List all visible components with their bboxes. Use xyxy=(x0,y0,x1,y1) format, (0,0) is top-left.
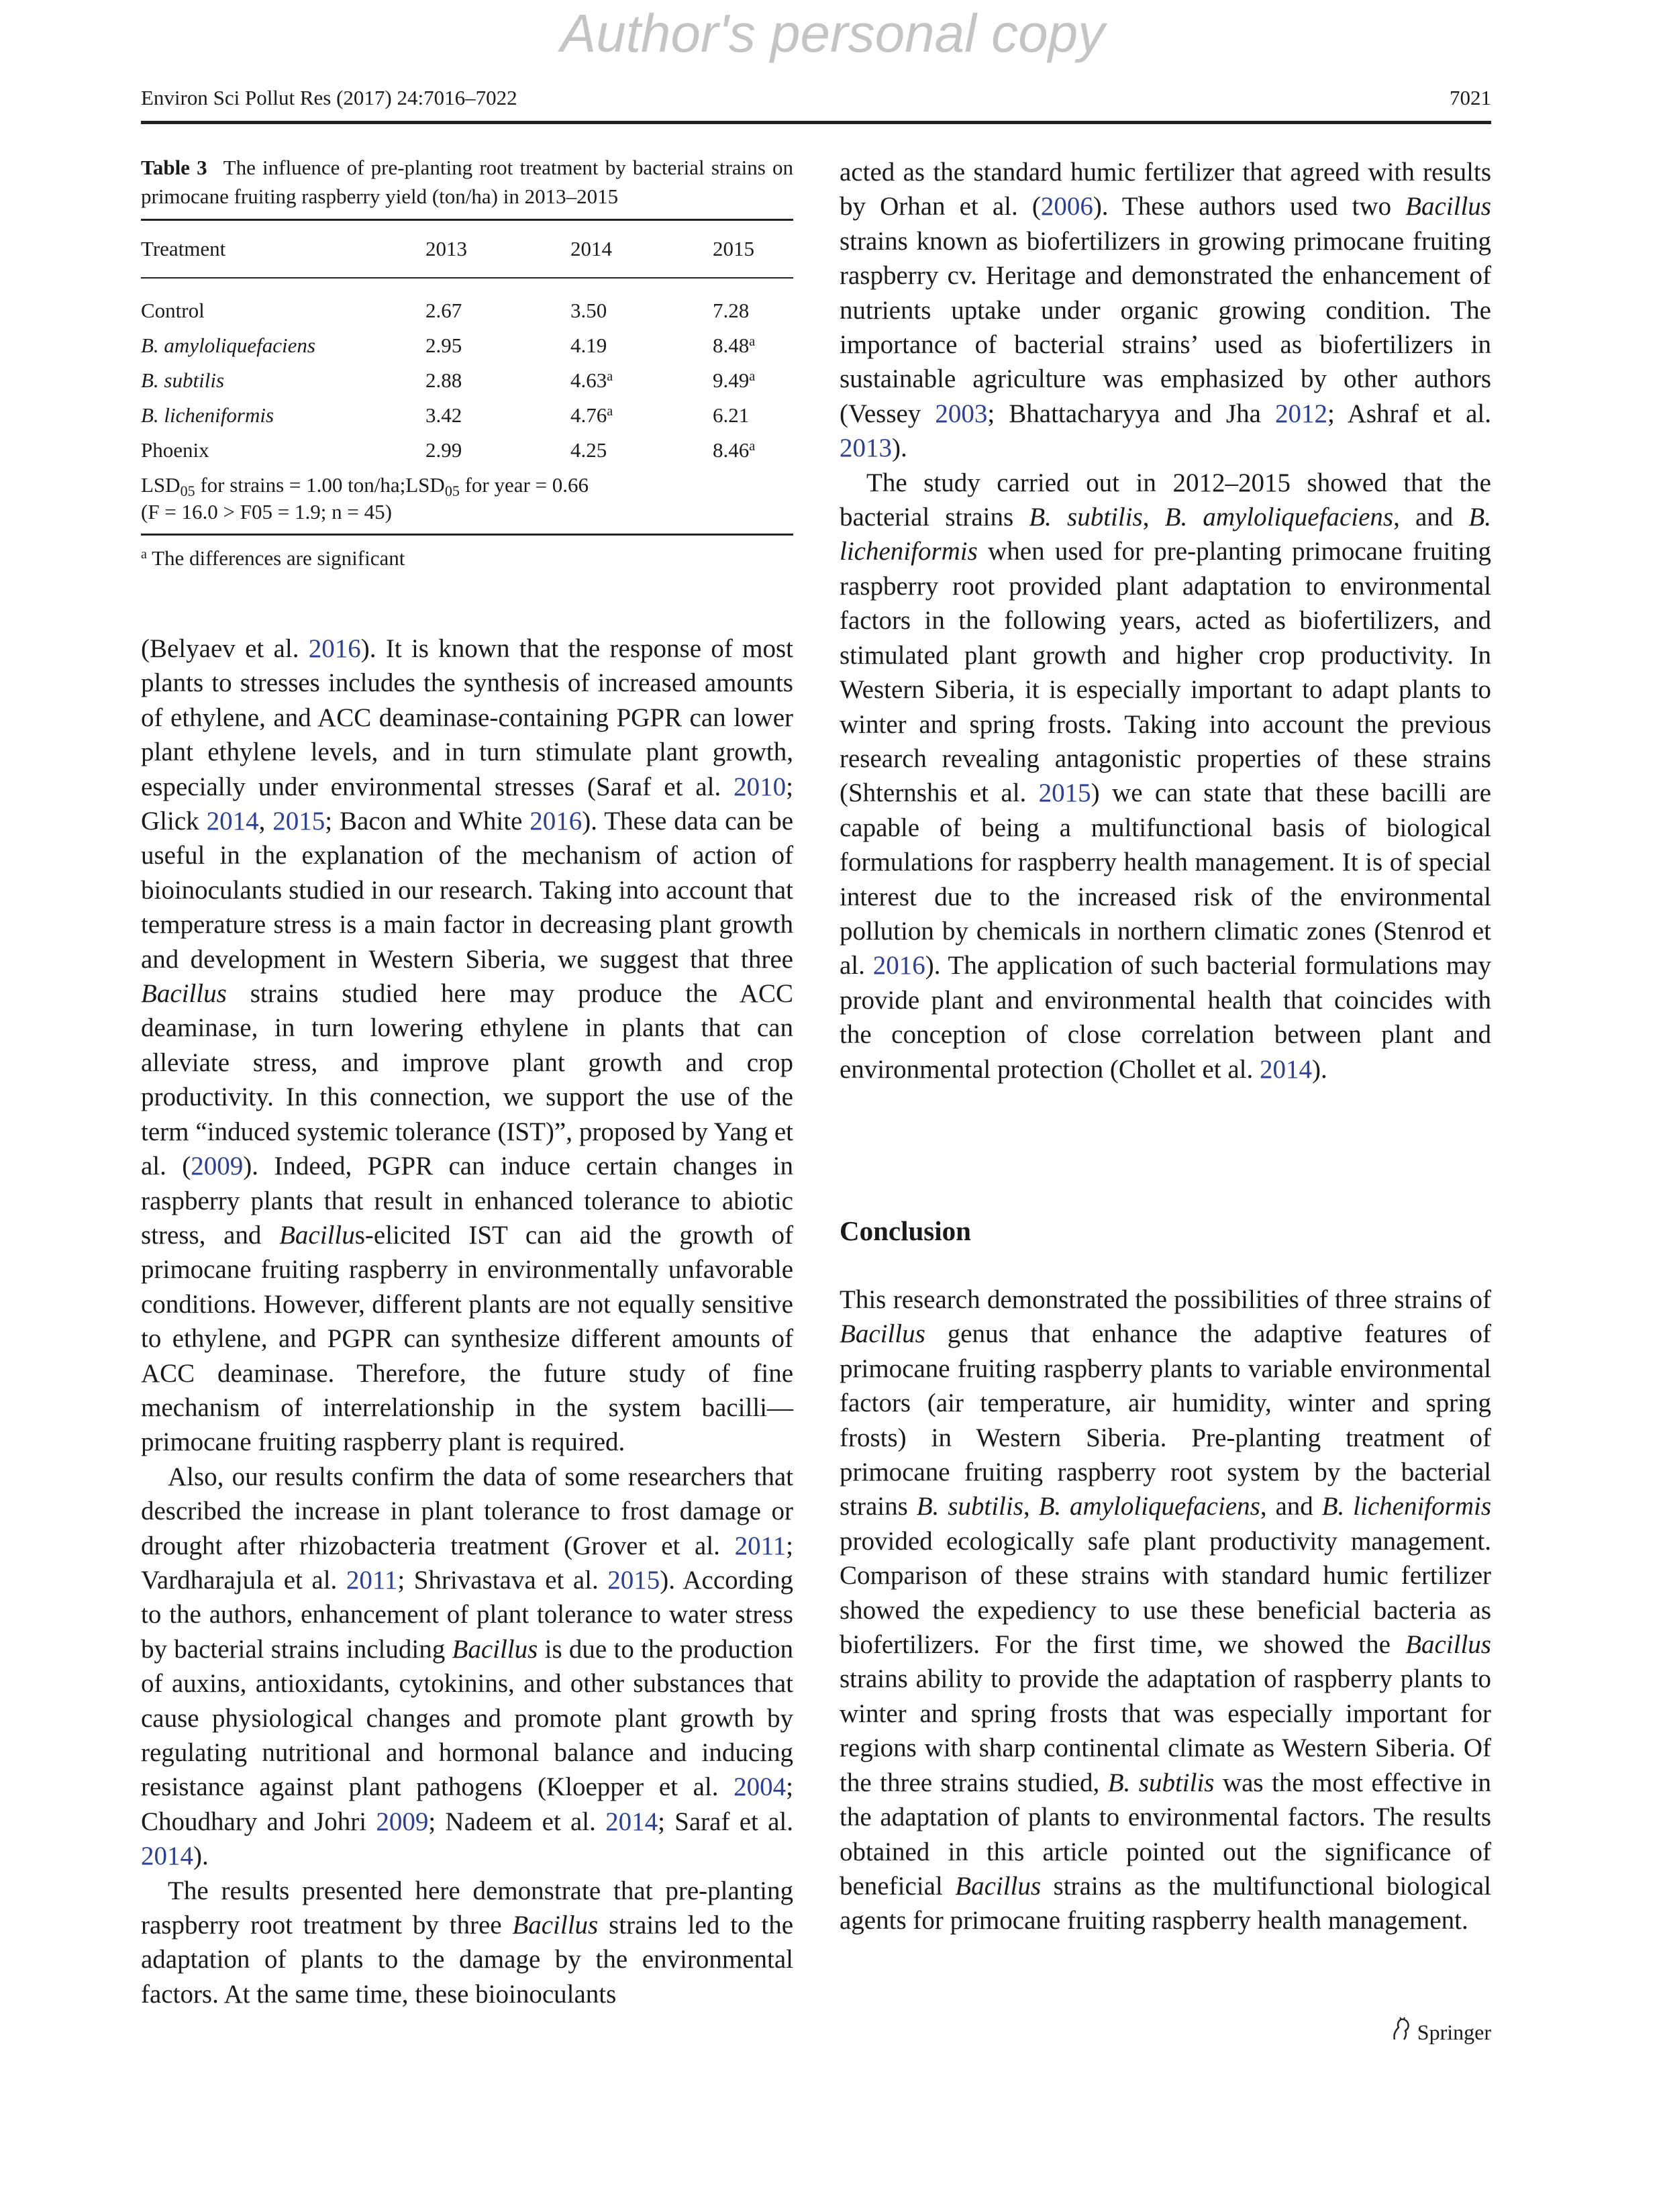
cell-2013: 2.99 xyxy=(425,438,462,462)
table-label: Table 3 xyxy=(141,156,207,179)
significance-mark: a xyxy=(749,369,756,384)
springer-horse-icon xyxy=(1389,2017,1412,2048)
citation-link[interactable]: 2011 xyxy=(346,1565,398,1595)
page-number: 7021 xyxy=(1450,86,1491,109)
citation-link[interactable]: 2016 xyxy=(872,951,925,981)
table-row xyxy=(141,398,793,433)
table-footnote: $^a$ The differences are significant xyxy=(141,546,405,570)
cell-2014: 4.63$^a$ xyxy=(570,368,613,392)
citation-link[interactable]: 2003 xyxy=(935,399,988,428)
table-caption xyxy=(141,153,793,211)
citation-link[interactable]: 2014 xyxy=(206,807,259,836)
yield-table-body xyxy=(141,279,793,468)
paragraph: Also, our results confirm the data of some researchers that described the increase in plant tolerance to frost damage or drought after rhizobacteria treatment (Grover et al. 2011; Vardharajula et al. 2011; Shrivastava et al. 2015). According to the authors, enhancement of plant tolerance to water stress by bacterial strains including Bacillus is due to the production of auxins, antioxidants, cytokinins, and other substances that cause physiological changes and promote plant growth by regulating nutritional and hormonal balance and inducing resistance against plant pathogens (Kloepper et al. 2004; Choudhary and Johri 2009; Nadeem et al. 2014; Saraf et al. 2014). xyxy=(141,1462,793,1871)
citation-link[interactable]: 2015 xyxy=(1038,778,1091,808)
citation-link[interactable]: 2014 xyxy=(1259,1054,1312,1084)
citation-link[interactable]: 2010 xyxy=(734,772,787,801)
running-head: Environ Sci Pollut Res (2017) 24:7016–7022 xyxy=(141,86,517,109)
publisher-name: Springer xyxy=(1417,2019,1491,2044)
cell-2015: 9.49$^a$ xyxy=(713,368,756,392)
paragraph: (Belyaev et al. 2016). It is known that the response of most plants to stresses includes the synthesis of increased amounts of ethylene, and ACC deaminase-containing PGPR can lower plant ethylene levels, and in turn stimulate plant growth, especially under environmental stresses (Saraf et al. 2010; Glick 2014, 2015; Bacon and White 2016). These data can be useful in the explanation of the mechanism of action of bioinoculants studied in our research. Taking into account that temperature stress is a main factor in decreasing plant growth and development in Western Siberia, we suggest that three Bacillus strains studied here may produce the ACC deaminase, in turn lowering ethylene in plants that can alleviate stress, and improve plant growth and crop productivity. In this connection, we support the use of the term “induced systemic tolerance (IST)”, proposed by Yang et al. (2009). Indeed, PGPR can induce certain changes in raspberry plants that result in enhanced tolerance to abiotic stress, and Bacillus-elicited IST can aid the growth of primocane fruiting raspberry in environmentally unfavorable conditions. However, different plants are not equally sensitive to ethylene, and PGPR can synthesize different amounts of ACC deaminase. Therefore, the future study of fine mechanism of interrelationship in the system bacilli—primocane fruiting raspberry plant is required. xyxy=(141,634,794,1457)
citation-link[interactable]: 2009 xyxy=(191,1152,244,1181)
citation-link[interactable]: 2015 xyxy=(272,807,325,836)
yield-table xyxy=(141,221,793,277)
table-stats: (F = 16.0 > F05 = 1.9; n = 45) xyxy=(141,500,392,523)
cell-treatment: Phoenix xyxy=(141,438,209,462)
paragraph: This research demonstrated the possibilities of three strains of Bacillus genus that enhance the adaptive features of primocane fruiting raspberry plants to variable environmental factors (air temperature, air humidity, winter and spring frosts) in Western Siberia. Pre-planting treatment of primocane fruiting raspberry root system by the bacterial strains B. subtilis, B. amyloliquefaciens, and B. licheniformis provided ecologically safe plant productivity management. Comparison of these strains with standard humic fertilizer showed the expediency to use these beneficial bacteria as biofertilizers. For the first time, we showed the Bacillus strains ability to provide the adaptation of raspberry plants to winter and spring frosts that was especially important for regions with sharp continental climate as Western Siberia. Of the three strains studied, B. subtilis was the most effective in the adaptation of plants to environmental factors. The results obtained in this article pointed out the significance of beneficial Bacillus strains as the multifunctional biological agents for primocane fruiting raspberry health management. xyxy=(840,1285,1492,1936)
col-header-2014: 2014 xyxy=(570,237,612,260)
cell-2014: 3.50 xyxy=(570,299,607,322)
paragraph: acted as the standard humic fertilizer that agreed with results by Orhan et al. (2006). These authors used two Bacillus strains known as biofertilizers in growing primocane fruiting raspberry cv. Heritage and demonstrated the enhancement of nutrients uptake under organic growing condition. The importance of bacterial strains’ used as biofertilizers in sustainable agriculture was emphasized by other authors (Vessey 2003; Bhattacharyya and Jha 2012; Ashraf et al. 2013). xyxy=(840,158,1491,463)
cell-treatment: B. licheniformis xyxy=(141,403,274,427)
watermark: Author's personal copy xyxy=(560,3,1105,63)
cell-2015: 8.48$^a$ xyxy=(713,334,756,357)
citation-link[interactable]: 2015 xyxy=(607,1565,660,1595)
table-lsd-note: $LSD_{05}$ for strains = 1.00 ton/$ha;LSD_{05}$ for year = 0.66 (F = 16.0 > F05 = 1.9; n = 45) xyxy=(141,468,793,534)
citation-link[interactable]: 2012 xyxy=(1274,399,1327,428)
table-row xyxy=(141,363,793,398)
right-column-text xyxy=(840,155,1491,1087)
significance-mark: a xyxy=(749,334,756,349)
table-row xyxy=(141,433,793,468)
cell-2015: 7.28 xyxy=(713,299,750,322)
section-heading-conclusion: Conclusion xyxy=(840,1215,971,1246)
cell-2015: 8.46$^a$ xyxy=(713,438,756,462)
table-3 xyxy=(141,153,793,570)
citation-link[interactable]: 2011 xyxy=(734,1531,787,1560)
col-header-treatment: Treatment xyxy=(141,237,226,260)
paragraph: The study carried out in 2012–2015 showed that the bacterial strains B. subtilis, B. amyloliquefaciens, and B. licheniformis when used for pre-planting primocane fruiting raspberry root provided plant adaptation to environmental factors in the following years, acted as biofertilizers, and stimulated plant growth and higher crop productivity. In Western Siberia, it is especially important to adapt plants to winter and spring frosts. Taking into account the previous research revealing antagonistic properties of these strains (Shternshis et al. 2015) we can state that these bacilli are capable of being a multifunctional basis of biological formulations for raspberry health management. It is of special interest due to the increased risk of the environmental pollution by chemicals in northern climatic zones (Stenrod et al. 2016). The application of such bacterial formulations may provide plant and environmental health that coincides with the conception of close correlation between plant and environmental protection (Chollet et al. 2014). xyxy=(840,468,1492,1084)
cell-2013: 3.42 xyxy=(425,403,462,427)
citation-link[interactable]: 2013 xyxy=(840,434,892,463)
citation-link[interactable]: 2016 xyxy=(308,634,361,663)
citation-link[interactable]: 2009 xyxy=(376,1807,429,1836)
col-header-2015: 2015 xyxy=(713,237,754,260)
citation-link[interactable]: 2014 xyxy=(605,1807,658,1836)
cell-2014: 4.76$^a$ xyxy=(570,403,613,427)
table-bottom-rule xyxy=(141,534,793,536)
cell-treatment: B. amyloliquefaciens xyxy=(141,334,315,357)
publisher-logo xyxy=(1389,2017,1491,2048)
cell-2013: 2.95 xyxy=(425,334,462,357)
significance-mark: a xyxy=(607,369,613,384)
table-row xyxy=(141,293,793,328)
significance-mark: a xyxy=(607,404,613,419)
cell-2013: 2.88 xyxy=(425,368,462,392)
col-header-2013: 2013 xyxy=(425,237,467,260)
cell-treatment: Control xyxy=(141,299,205,322)
citation-link[interactable]: 2014 xyxy=(141,1842,193,1871)
significance-mark: a xyxy=(749,439,756,454)
citation-link[interactable]: 2004 xyxy=(734,1772,787,1802)
cell-2015: 6.21 xyxy=(713,403,750,427)
table-caption-text: The influence of pre-planting root treatment by bacterial strains on primocane fruiting raspberry yield (ton/ha) in 2013–2015 xyxy=(141,156,793,208)
cell-2014: 4.19 xyxy=(570,334,607,357)
header-rule xyxy=(141,121,1491,124)
cell-2013: 2.67 xyxy=(425,299,462,322)
left-column-text xyxy=(141,632,793,2011)
cell-treatment: B. subtilis xyxy=(141,368,225,392)
conclusion-text xyxy=(840,1283,1491,1938)
table-header-row xyxy=(141,221,793,277)
cell-2014: 4.25 xyxy=(570,438,607,462)
citation-link[interactable]: 2006 xyxy=(1040,192,1093,221)
table-row xyxy=(141,328,793,363)
citation-link[interactable]: 2016 xyxy=(529,807,583,836)
paragraph: The results presented here demonstrate that pre-planting raspberry root treatment by three Bacillus strains led to the adaptation of plants to the damage by the environmental factors. At the same time, these bioinoculants xyxy=(141,1876,793,2009)
